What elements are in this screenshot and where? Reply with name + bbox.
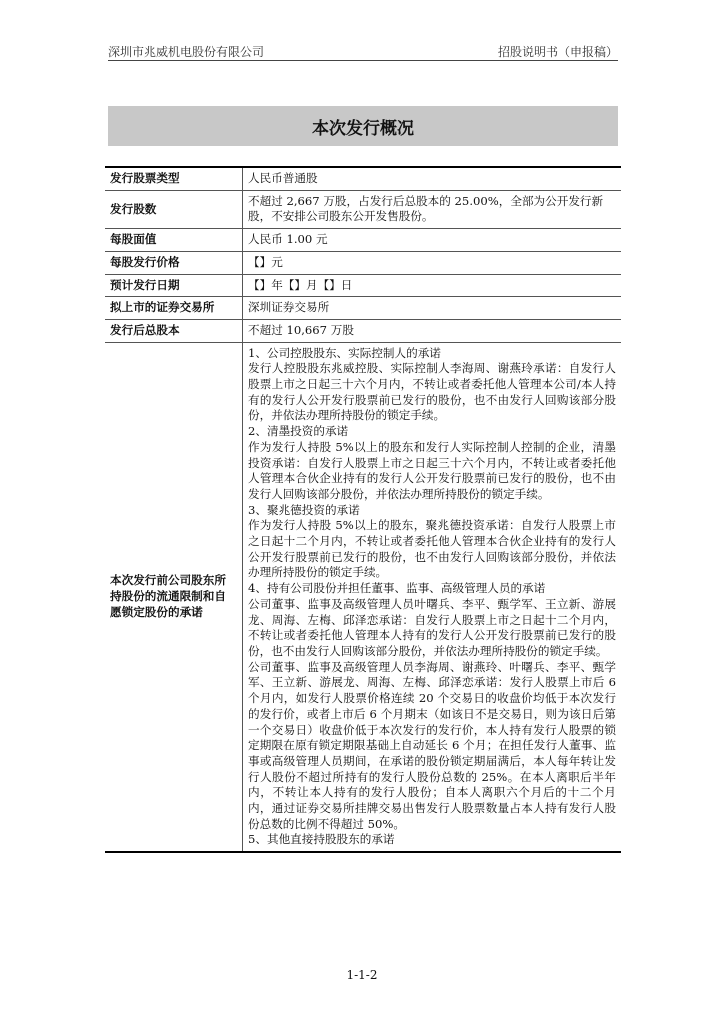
row-label: 每股面值 bbox=[105, 229, 243, 252]
commitment-heading: 3、聚兆德投资的承诺 bbox=[248, 502, 360, 517]
row-label: 发行股票类型 bbox=[105, 167, 243, 190]
table-row bbox=[105, 297, 621, 320]
commitment-heading: 4、持有公司股份并担任董事、监事、高级管理人员的承诺 bbox=[248, 581, 546, 596]
table-row bbox=[105, 167, 621, 190]
commitment-heading: 1、公司控股股东、实际控制人的承诺 bbox=[248, 345, 441, 360]
lockup-label: 本次发行前公司股东所持股份的流通限制和自愿锁定股份的承诺 bbox=[105, 342, 243, 852]
row-value: 不超过 2,667 万股，占发行后总股本的 25.00%，全部为公开发行新股，不安排公司股东公开发售股份。 bbox=[243, 190, 622, 228]
lockup-row bbox=[105, 342, 621, 852]
commitment-text: 发行人控股股东兆威控股、实际控制人李海周、谢燕玲承诺：自发行人股票上市之日起三十六个月内，不转让或者委托他人管理本公司/本人持有的发行人公开发行股票前已发行的股份，也不由发行人回购该部分股份，并依法办理所持股份的锁定手续。 bbox=[248, 361, 616, 423]
commitment-text: 作为发行人持股 5%以上的股东，聚兆德投资承诺：自发行人股票上市之日起十二个月内，不转让或者委托他人管理本合伙企业持有的发行人公开发行股票前已发行的股份，也不由发行人回购该部分股份，并依法办理所持股份的锁定手续。 bbox=[248, 518, 616, 580]
section-title: 本次发行概况 bbox=[108, 106, 618, 146]
row-label: 发行股数 bbox=[105, 190, 243, 228]
row-value: 人民币 1.00 元 bbox=[243, 229, 622, 252]
table-row bbox=[105, 190, 621, 228]
row-value: 不超过 10,667 万股 bbox=[243, 319, 622, 342]
commitment-text: 作为发行人持股 5%以上的股东和发行人实际控制人控制的企业，清墨投资承诺：自发行人股票上市之日起三十六个月内，不转让或者委托他人管理本合伙企业持有的发行人公开发行股票前已发行的股份，也不由发行人回购该部分股份，并依法办理所持股份的锁定手续。 bbox=[248, 439, 616, 501]
commitment-text: 公司董事、监事及高级管理人员李海周、谢燕玲、叶曙兵、李平、甄学军、王立新、游展龙、周海、左梅、邱泽恋承诺：发行人股票上市后 6 个月内，如发行人股票价格连续 20 个交易日的收盘价均低于本次发行的发行价，或者上市后 6 个月期末（如该日不是交易日，则为该日后第一个交易日）收盘价低于本次发行的发行价，本人持有发行人股票的锁定期限在原有锁定期限基础上自动延长 6 个月；在担任发行人董事、监事或高级管理人员期间，在承诺的股份锁定期届满后，本人每年转让发行人股份不超过所持有的发行人股份总数的 25%。在本人离职后半年内，不转让本人持有的发行人股份；自本人离职六个月后的十二个月内，通过证券交易所挂牌交易出售发行人股票数量占本人持有发行人股份总数的比例不得超过 50%。 bbox=[248, 659, 616, 831]
row-label: 发行后总股本 bbox=[105, 319, 243, 342]
commitment-heading: 2、清墨投资的承诺 bbox=[248, 424, 349, 439]
table-row bbox=[105, 229, 621, 252]
row-label: 拟上市的证券交易所 bbox=[105, 297, 243, 320]
commitment-heading: 5、其他直接持股股东的承诺 bbox=[248, 832, 395, 847]
table-row bbox=[105, 319, 621, 342]
row-value: 【】年【】月【】日 bbox=[243, 274, 622, 297]
document-type: 招股说明书（申报稿） bbox=[497, 45, 618, 59]
table-row bbox=[105, 274, 621, 297]
row-label: 每股发行价格 bbox=[105, 251, 243, 274]
lockup-commitments bbox=[243, 342, 622, 852]
row-value: 【】元 bbox=[243, 251, 622, 274]
row-value: 深圳证券交易所 bbox=[243, 297, 622, 320]
page-number: 1-1-2 bbox=[346, 968, 378, 982]
row-label: 预计发行日期 bbox=[105, 274, 243, 297]
commitment-text: 公司董事、监事及高级管理人员叶曙兵、李平、甄学军、王立新、游展龙、周海、左梅、邱泽恋承诺：自发行人股票上市之日起十二个月内，不转让或者委托他人管理本人持有的发行人公开发行股票前已发行的股份，也不由发行人回购该部分股份，并依法办理所持股份的锁定手续。 bbox=[248, 596, 616, 658]
page-header bbox=[108, 40, 618, 60]
header-divider bbox=[108, 60, 618, 61]
company-name: 深圳市兆威机电股份有限公司 bbox=[108, 45, 265, 59]
table-row bbox=[105, 251, 621, 274]
offering-overview-table bbox=[105, 166, 621, 853]
row-value: 人民币普通股 bbox=[243, 167, 622, 190]
